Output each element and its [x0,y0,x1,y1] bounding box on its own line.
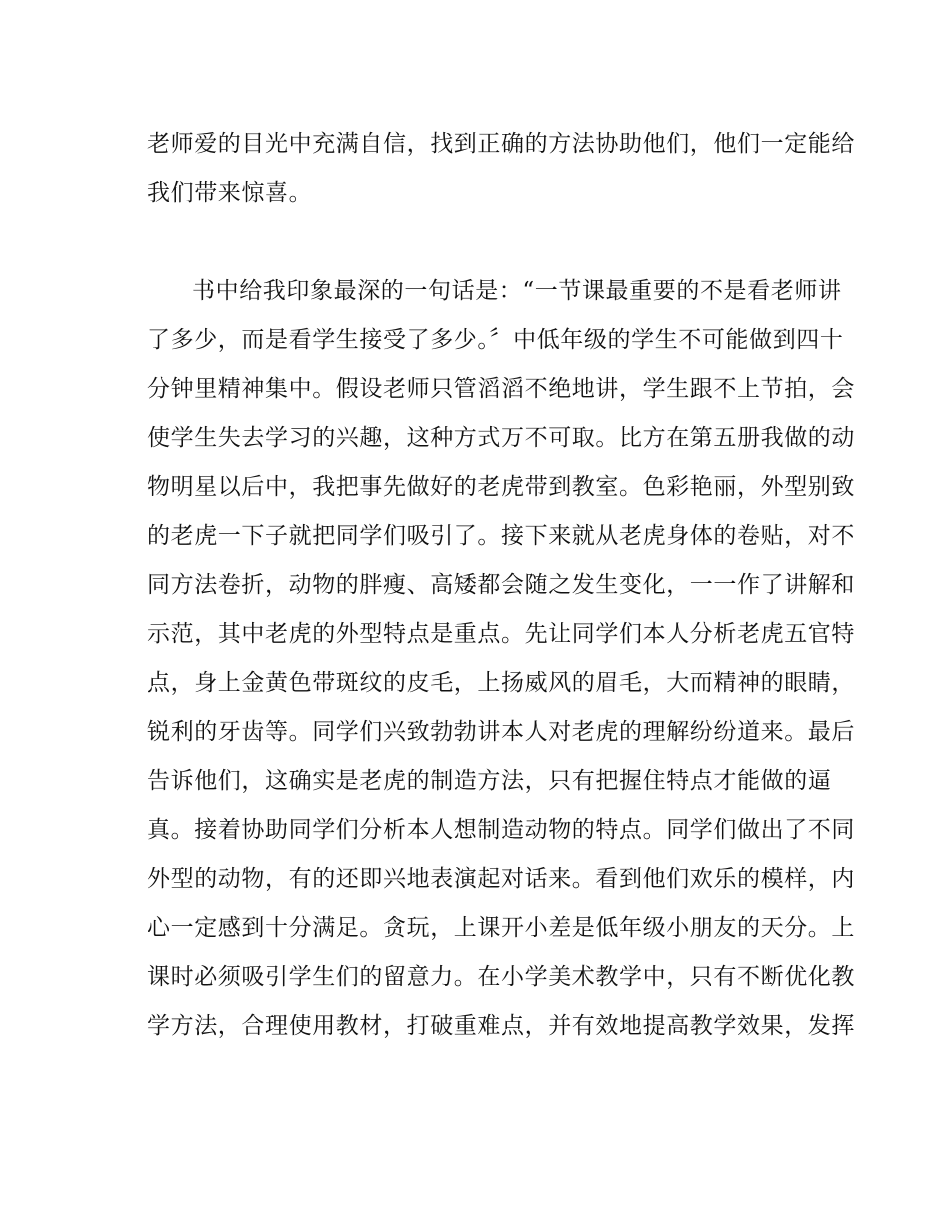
paragraph-line: 真。接着协助同学们分析本人想制造动物的特点。同学们做出了不同 [147,817,855,843]
paragraph-line: 外型的动物，有的还即兴地表演起对话来。看到他们欢乐的模样，内 [147,866,855,892]
paragraph-line: 告诉他们，这确实是老虎的制造方法，只有把握住特点才能做的逼 [147,768,832,794]
paragraph-line: 点，身上金黄色带斑纹的皮毛，上扬威风的眉毛，大而精神的眼睛， [147,670,855,696]
paragraph-line: 老师爱的目光中充满自信，找到正确的方法协助他们，他们一定能给 [147,131,855,157]
paragraph-line: 的老虎一下子就把同学们吸引了。接下来就从老虎身体的卷贴，对不 [147,523,855,549]
paragraph-line: 示范，其中老虎的外型特点是重点。先让同学们本人分析老虎五官特 [147,621,855,647]
paragraph-line: 使学生失去学习的兴趣，这种方式万不可取。比方在第五册我做的动 [147,425,855,451]
paragraph-line: 课时必须吸引学生们的留意力。在小学美术教学中，只有不断优化教 [147,964,855,990]
paragraph-line: 了多少，而是看学生接受了多少。〞中低年级的学生不可能做到四十 [147,327,844,353]
paragraph-line: 学方法，合理使用教材，打破重难点，并有效地提高教学效果，发挥 [147,1013,855,1039]
paragraph-line: 书中给我印象最深的一句话是：“一节课最重要的不是看老师讲 [192,278,842,304]
paragraph-line: 心一定感到十分满足。贪玩，上课开小差是低年级小朋友的天分。上 [147,915,855,941]
paragraph-line: 锐利的牙齿等。同学们兴致勃勃讲本人对老虎的理解纷纷道来。最后 [147,719,855,745]
paragraph-line: 分钟里精神集中。假设老师只管滔滔不绝地讲，学生跟不上节拍，会 [147,376,855,402]
paragraph-line: 物明星以后中，我把事先做好的老虎带到教室。色彩艳丽，外型别致 [147,474,855,500]
paragraph-line: 同方法卷折，动物的胖瘦、高矮都会随之发生变化，一一作了讲解和 [147,572,855,598]
paragraph-line: 我们带来惊喜。 [147,180,313,206]
